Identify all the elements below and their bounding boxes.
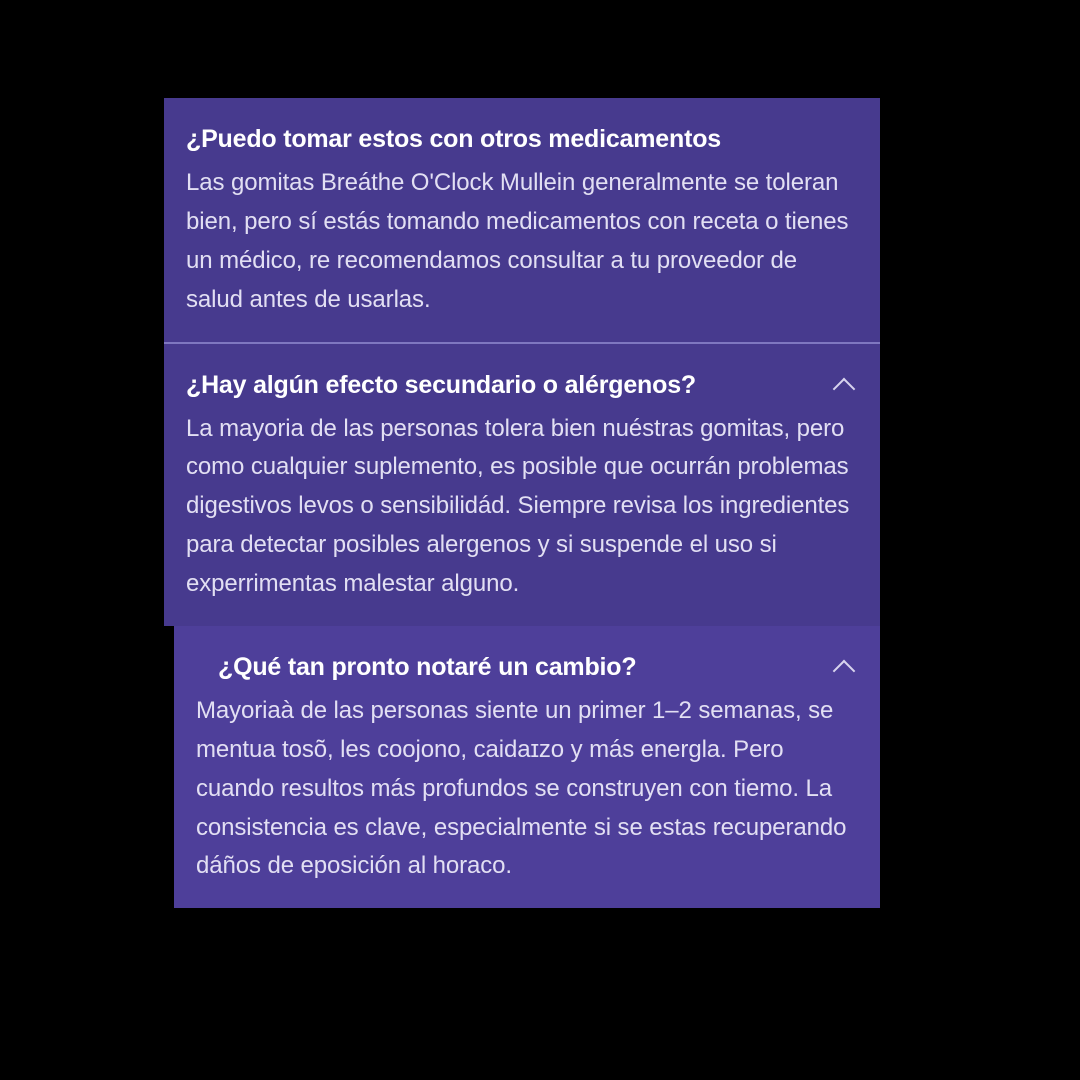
faq-item-header[interactable] [164,98,880,158]
faq-item[interactable] [164,342,880,626]
faq-accordion [164,98,880,908]
faq-item[interactable] [174,626,880,908]
chevron-up-icon[interactable] [832,372,858,398]
faq-answer: Las gomitas Breáthe O'Clock Mullein generalmente se toleran bien, pero sí estás tomando medicamentos con receta o tienes un médico, re recomendamos consultar a tu proveedor de salud antes de usarlas. [186,169,849,313]
faq-item-header[interactable] [164,344,880,404]
chevron-up-icon[interactable] [832,126,858,152]
faq-question: ¿Puedo tomar estos con otros medicamentos [186,125,721,153]
faq-item[interactable] [164,98,880,342]
faq-item-header[interactable] [174,626,880,686]
faq-question: ¿Hay algún efecto secundario o alérgenos? [186,370,696,399]
faq-answer: La mayoria de las personas tolera bien nuéstras gomitas, pero como cualquier suplemento, es posible que ocurrán problemas digestivos levos o sensibilidád. Siempre revisa los ingredientes para detectar posibles alergenos y si suspende el uso si experrimentas malestar alguno. [186,414,850,597]
faq-answer: Mayoriaà de las personas siente un primer 1–2 semanas, se mentua tosõ, les coojono, caidaɪzo y más energla. Pero cuando resultos más profundos se construyen con tiemo. La consistencia es clave, especialmente si se estas recuperando dáños de eposición al horaco. [196,696,847,880]
faq-question: ¿Qué tan pronto notaré un cambio? [218,652,637,681]
chevron-up-icon[interactable] [832,654,858,680]
